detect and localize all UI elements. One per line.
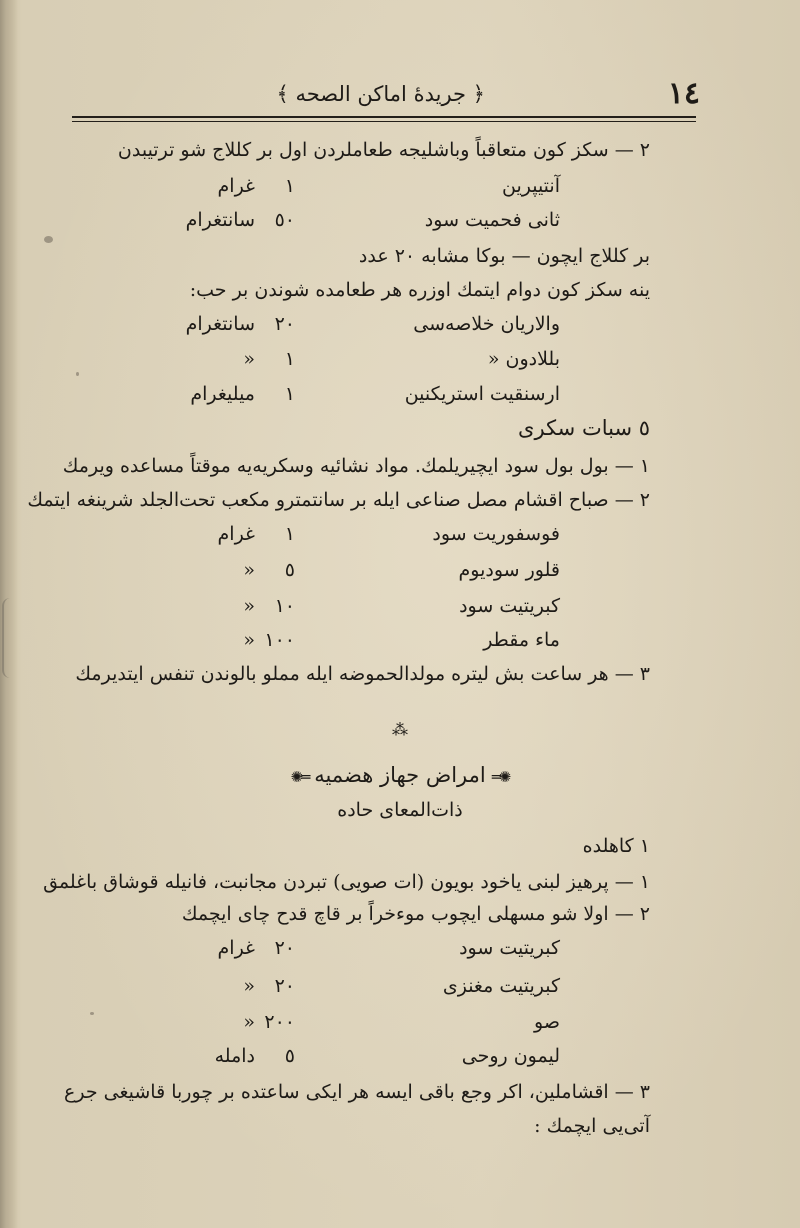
header-rule [72, 121, 696, 122]
prescription-row [150, 592, 650, 620]
text-line: ٣ — اقشاملين، اكر وجع باقى ايسه هر ايكى ساعتده بر چوربا قاشيغى جرع [64, 1081, 650, 1103]
page-spot [44, 236, 53, 243]
prescription-unit: سانتغرام [185, 313, 255, 335]
prescription-row [150, 626, 650, 654]
chapter-subtitle: ذات‌المعاى حاده [337, 799, 463, 821]
text-line: بر كللاج ايچون — بوكا مشابه ٢٠ عدد [358, 245, 650, 267]
header-rule [72, 116, 696, 118]
prescription-item: بللادون « [487, 348, 560, 370]
prescription-item: والاريان خلاصه‌سى [413, 313, 560, 335]
prescription-item: آنتيپرين [501, 175, 560, 197]
prescription-item: ارسنقيت استريكنين [404, 383, 560, 405]
prescription-item: ثانى فحميت سود [424, 209, 560, 231]
text-line: آتى‌يى ايچمك : [534, 1115, 650, 1137]
prescription-unit: « [243, 559, 255, 581]
chapter-title [0, 760, 800, 792]
prescription-item: ليمون روحى [461, 1045, 560, 1067]
prescription-item: قلور سوديوم [458, 559, 560, 581]
prescription-amount: ١ [284, 383, 295, 405]
prescription-row [150, 934, 650, 962]
prescription-amount: ٢٠٠ [264, 1011, 295, 1033]
prescription-amount: ٢٠ [274, 975, 295, 997]
page-spot [76, 372, 79, 376]
prescription-amount: ١٠٠ [264, 629, 295, 651]
prescription-unit: « [243, 348, 255, 370]
text-line: ١ — بول بول سود ايچيريلمك. مواد نشائيه وسكريه‌يه موقتاً مساعده ويرمك [62, 455, 650, 477]
prescription-item: فوسفوريت سود [432, 523, 560, 545]
prescription-amount: ١٠ [274, 595, 295, 617]
running-title: ﴿ جريدهٔ اماكن الصحه ﴾ [276, 82, 485, 106]
prescription-unit: « [243, 975, 255, 997]
prescription-row [150, 972, 650, 1000]
binding-thread [2, 598, 18, 678]
prescription-row [150, 172, 650, 200]
prescription-item: صو [534, 1011, 560, 1033]
text-line: ينه سكز كون دوام ايتمك اوزره هر طعامده شوندن بر حب: [189, 279, 650, 301]
page-spot [90, 1012, 94, 1015]
prescription-amount: ١ [284, 348, 295, 370]
prescription-row [150, 520, 650, 548]
prescription-amount: ٢٠ [274, 313, 295, 335]
text-line: ٢ — صباح اقشام مصل صناعى ايله بر سانتمترو مكعب تحت‌الجلد شرينغه ايتمك [27, 489, 650, 511]
text-line: ١ — پرهيز لبنى ياخود بويون (ات صويى) تبردن مجانبت، فانيله قوشاق باغلمق [43, 871, 650, 893]
prescription-unit: « [243, 595, 255, 617]
prescription-row [150, 310, 650, 338]
subsection-heading: ١ كاهلده [582, 835, 650, 857]
prescription-row [150, 1008, 650, 1036]
prescription-row [150, 380, 650, 408]
prescription-row [150, 556, 650, 584]
text-line: ٣ — هر ساعت بش ليتره مولدالحموضه ايله مملو بالوندن تنفس ايتديرمك [75, 663, 650, 685]
prescription-row [150, 206, 650, 234]
prescription-unit: دامله [214, 1045, 255, 1067]
chapter-title-text: امراض جهاز هضميه [314, 763, 486, 787]
prescription-row [150, 1042, 650, 1070]
prescription-unit: ميليغرام [190, 383, 255, 405]
asterism-divider: ⁂ [392, 720, 408, 739]
prescription-amount: ٥٠ [274, 209, 295, 231]
prescription-amount: ٥ [284, 559, 295, 581]
prescription-unit: غرام [217, 175, 255, 197]
page-header [70, 72, 700, 116]
prescription-item: كبريتيت مغنزى [442, 975, 560, 997]
prescription-unit: « [243, 629, 255, 651]
text-line: ٢ — سكز كون متعاقباً وباشليجه طعاملردن اول بر كللاج شو ترتيبدن [117, 139, 650, 161]
prescription-unit: سانتغرام [185, 209, 255, 231]
page-number: ١٤ [667, 76, 700, 111]
prescription-unit: غرام [217, 937, 255, 959]
flourish-ornament: ═✺ [290, 768, 309, 786]
prescription-unit: غرام [217, 523, 255, 545]
prescription-amount: ١ [284, 523, 295, 545]
prescription-item: ماء مقطر [483, 629, 560, 651]
prescription-unit: « [243, 1011, 255, 1033]
text-line: ٢ — اولا شو مسهلى ايچوب موءخراً بر قاچ قدح چاى ايچمك [181, 903, 650, 925]
section-heading: ٥ سبات سكرى [518, 416, 650, 440]
flourish-ornament: ✺═ [491, 768, 510, 786]
prescription-row [150, 345, 650, 373]
prescription-amount: ٢٠ [274, 937, 295, 959]
prescription-amount: ١ [284, 175, 295, 197]
prescription-item: كبريتيت سود [459, 937, 560, 959]
prescription-amount: ٥ [284, 1045, 295, 1067]
prescription-item: كبريتيت سود [459, 595, 560, 617]
